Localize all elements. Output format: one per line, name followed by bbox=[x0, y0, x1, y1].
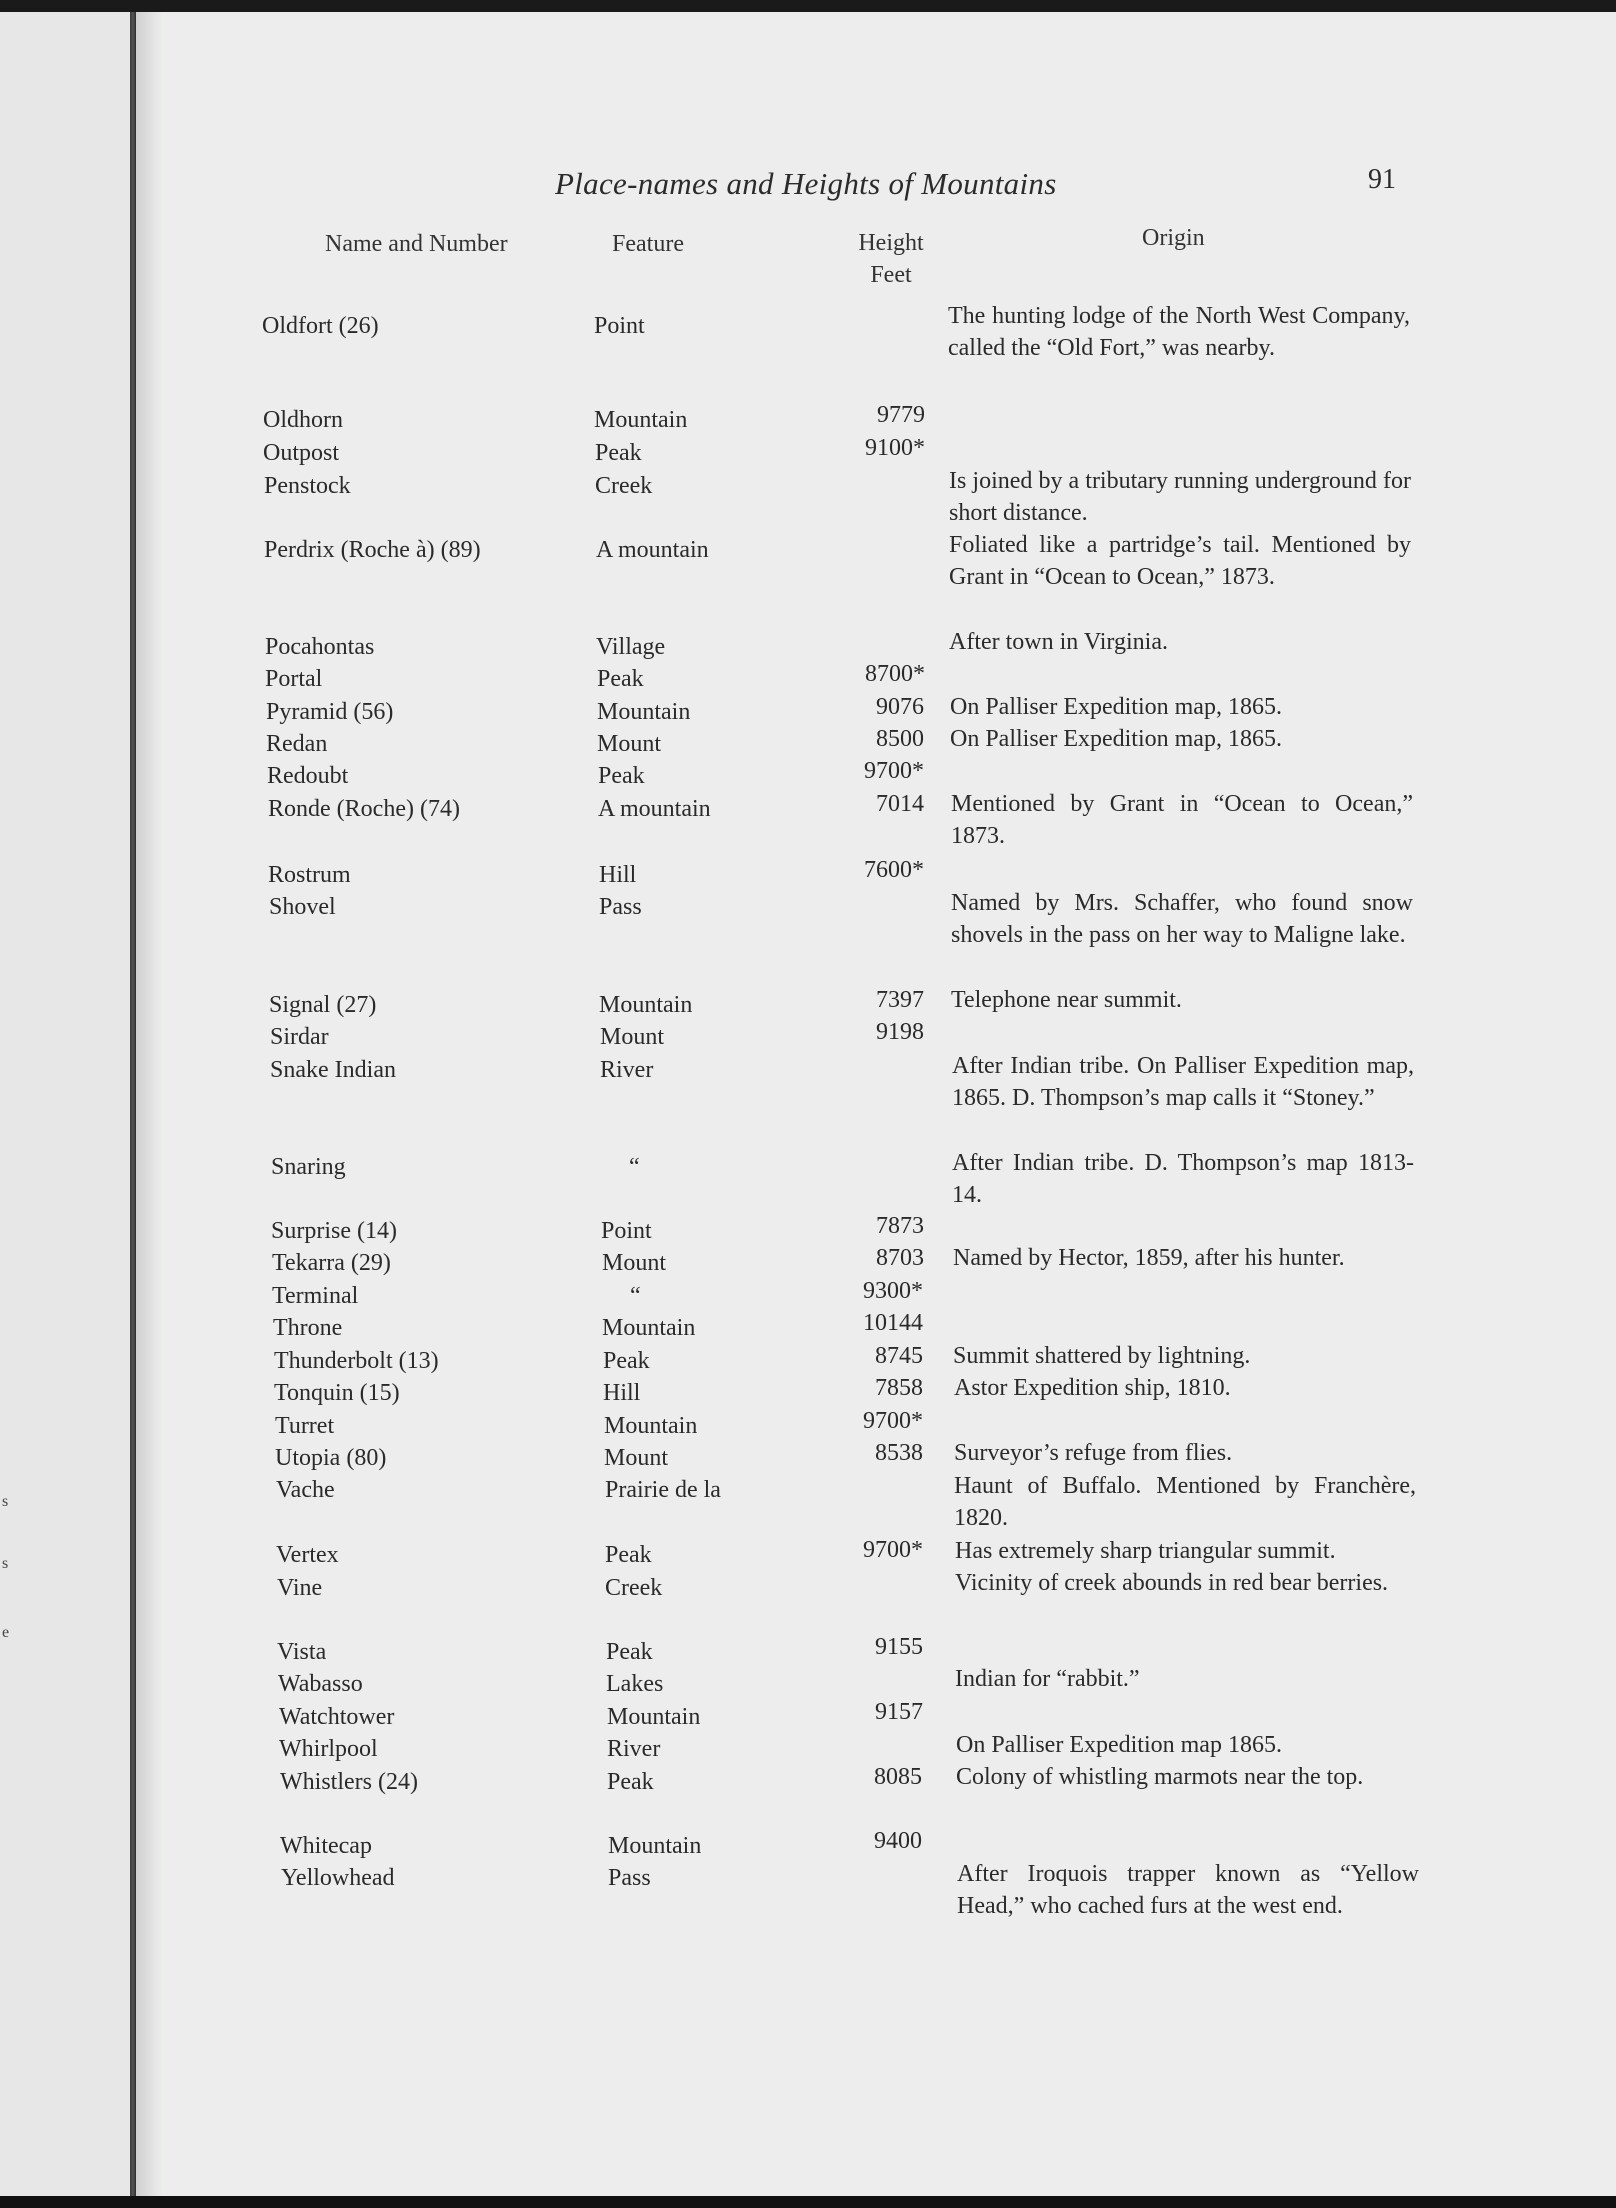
row-feature: Creek bbox=[595, 473, 653, 499]
row-origin: Haunt of Buffalo. Mentioned by Franchère, 1820. bbox=[954, 1473, 1416, 1531]
row-name: Redan bbox=[266, 731, 328, 757]
row-name: Vine bbox=[277, 1575, 323, 1601]
column-header-origin: Origin bbox=[1142, 225, 1205, 251]
row-height: 8500 bbox=[876, 726, 924, 752]
row-feature: Mount bbox=[604, 1445, 669, 1471]
row-origin: Telephone near summit. bbox=[951, 987, 1182, 1013]
page-number: 91 bbox=[1368, 164, 1396, 195]
row-origin: After Iroquois trapper known as “Yellow Head,” who cached furs at the west end. bbox=[957, 1861, 1419, 1919]
row-origin: Colony of whistling marmots near the top. bbox=[956, 1764, 1364, 1790]
row-name: Vista bbox=[277, 1639, 327, 1665]
scan-border bbox=[0, 2196, 1616, 2208]
row-height: 7873 bbox=[876, 1213, 924, 1239]
row-name: Whirlpool bbox=[279, 1736, 378, 1762]
row-origin: Summit shattered by lightning. bbox=[953, 1343, 1251, 1369]
row-origin: On Palliser Expedition map 1865. bbox=[956, 1732, 1282, 1758]
row-feature: Prairie de la bbox=[605, 1477, 721, 1503]
row-name: Signal (27) bbox=[269, 992, 377, 1018]
row-feature: Peak bbox=[607, 1769, 654, 1795]
row-feature: Mount bbox=[597, 731, 662, 757]
row-origin: Foliated like a partridge’s tail. Mentioned by Grant in “Ocean to Ocean,” 1873. bbox=[949, 532, 1411, 590]
row-name: Snake Indian bbox=[270, 1057, 396, 1083]
row-name: Redoubt bbox=[267, 763, 349, 789]
row-feature: Mountain bbox=[607, 1704, 701, 1730]
row-feature: Peak bbox=[598, 763, 645, 789]
row-origin: Astor Expedition ship, 1810. bbox=[954, 1375, 1231, 1401]
row-name: Oldhorn bbox=[263, 407, 343, 433]
row-height: 8538 bbox=[875, 1440, 923, 1466]
row-origin: On Palliser Expedition map, 1865. bbox=[950, 726, 1282, 752]
row-feature: Point bbox=[594, 313, 645, 339]
running-title: Place-names and Heights of Mountains bbox=[555, 166, 1057, 201]
row-height: 9300* bbox=[863, 1278, 923, 1304]
row-height: 8085 bbox=[874, 1764, 922, 1790]
row-height: 10144 bbox=[863, 1310, 923, 1336]
row-height: 9100* bbox=[865, 435, 925, 461]
row-feature: Creek bbox=[605, 1575, 663, 1601]
row-feature: Mountain bbox=[602, 1315, 696, 1341]
row-name: Shovel bbox=[269, 894, 336, 920]
row-feature: Lakes bbox=[606, 1671, 664, 1697]
row-height: 9700* bbox=[863, 1408, 923, 1434]
row-height: 7600* bbox=[864, 857, 924, 883]
row-name: Throne bbox=[273, 1315, 343, 1341]
row-feature: Mount bbox=[602, 1250, 667, 1276]
row-name: Outpost bbox=[263, 440, 340, 466]
facing-page-mark: e bbox=[2, 1624, 10, 1641]
column-header-feature: Feature bbox=[612, 231, 684, 257]
row-origin: Has extremely sharp triangular summit. bbox=[955, 1538, 1336, 1564]
row-feature: Mount bbox=[600, 1024, 665, 1050]
column-header-name: Name and Number bbox=[325, 231, 508, 257]
column-header-height-line2: Feet bbox=[870, 262, 912, 288]
row-name: Vache bbox=[276, 1477, 335, 1503]
row-origin: The hunting lodge of the North West Company, called the “Old Fort,” was nearby. bbox=[948, 303, 1410, 361]
row-origin: Vicinity of creek abounds in red bear berries. bbox=[955, 1570, 1389, 1596]
row-feature: “ bbox=[630, 1283, 641, 1309]
row-feature: Mountain bbox=[597, 699, 691, 725]
facing-page-edge bbox=[0, 12, 133, 2196]
row-height: 7014 bbox=[876, 791, 924, 817]
row-feature: River bbox=[607, 1736, 661, 1762]
row-height: 9198 bbox=[876, 1019, 924, 1045]
row-origin: Named by Mrs. Schaffer, who found snow shovels in the pass on her way to Maligne lake. bbox=[951, 890, 1413, 948]
row-name: Pyramid (56) bbox=[266, 699, 394, 725]
row-feature: A mountain bbox=[596, 537, 709, 563]
row-feature: Pass bbox=[599, 894, 642, 920]
facing-page-mark: s bbox=[2, 1555, 9, 1572]
row-origin: Is joined by a tributary running underground for short distance. bbox=[949, 468, 1411, 526]
row-name: Surprise (14) bbox=[271, 1218, 397, 1244]
gutter-shadow bbox=[136, 12, 162, 2196]
row-origin: Mentioned by Grant in “Ocean to Ocean,” 1873. bbox=[951, 791, 1413, 849]
row-feature: Peak bbox=[603, 1348, 650, 1374]
row-name: Portal bbox=[265, 666, 323, 692]
row-name: Oldfort (26) bbox=[262, 313, 379, 339]
row-name: Thunderbolt (13) bbox=[274, 1348, 439, 1374]
row-origin: After town in Virginia. bbox=[949, 629, 1168, 655]
row-feature: Hill bbox=[599, 862, 637, 888]
row-name: Perdrix (Roche à) (89) bbox=[264, 537, 481, 563]
row-height: 9155 bbox=[875, 1634, 923, 1660]
row-name: Watchtower bbox=[279, 1704, 395, 1730]
row-feature: “ bbox=[629, 1154, 640, 1180]
row-name: Tekarra (29) bbox=[272, 1250, 391, 1276]
row-height: 7397 bbox=[876, 987, 924, 1013]
row-origin: Indian for “rabbit.” bbox=[955, 1666, 1140, 1692]
row-name: Terminal bbox=[272, 1283, 359, 1309]
row-feature: Mountain bbox=[599, 992, 693, 1018]
row-name: Utopia (80) bbox=[275, 1445, 387, 1471]
row-name: Ronde (Roche) (74) bbox=[268, 796, 460, 822]
row-feature: River bbox=[600, 1057, 654, 1083]
row-feature: Peak bbox=[595, 440, 642, 466]
row-height: 9076 bbox=[876, 694, 924, 720]
row-height: 8700* bbox=[865, 661, 925, 687]
row-height: 9700* bbox=[863, 1537, 923, 1563]
row-name: Whitecap bbox=[280, 1833, 372, 1859]
row-height: 9400 bbox=[874, 1828, 922, 1854]
row-origin: Surveyor’s refuge from flies. bbox=[954, 1440, 1233, 1466]
row-name: Whistlers (24) bbox=[280, 1769, 418, 1795]
row-feature: Peak bbox=[606, 1639, 653, 1665]
row-name: Yellowhead bbox=[281, 1865, 395, 1891]
row-height: 9779 bbox=[877, 402, 925, 428]
row-name: Rostrum bbox=[268, 862, 351, 888]
row-feature: Mountain bbox=[604, 1413, 698, 1439]
row-height: 9700* bbox=[864, 758, 924, 784]
row-name: Tonquin (15) bbox=[274, 1380, 400, 1406]
facing-page-mark: s bbox=[2, 1493, 9, 1510]
row-feature: Point bbox=[601, 1218, 652, 1244]
column-header-height-line1: Height bbox=[858, 230, 924, 256]
column-header-height bbox=[848, 227, 934, 291]
row-feature: Peak bbox=[605, 1542, 652, 1568]
row-feature: Peak bbox=[597, 666, 644, 692]
row-name: Penstock bbox=[264, 473, 351, 499]
row-feature: Hill bbox=[603, 1380, 641, 1406]
row-origin: After Indian tribe. D. Thompson’s map 1813-14. bbox=[952, 1150, 1414, 1208]
row-name: Pocahontas bbox=[265, 634, 375, 660]
row-name: Wabasso bbox=[278, 1671, 363, 1697]
row-name: Snaring bbox=[271, 1154, 346, 1180]
row-feature: Pass bbox=[608, 1865, 651, 1891]
row-name: Turret bbox=[275, 1413, 335, 1439]
row-height: 7858 bbox=[875, 1375, 923, 1401]
row-feature: Village bbox=[596, 634, 666, 660]
row-height: 8703 bbox=[876, 1245, 924, 1271]
row-feature: A mountain bbox=[598, 796, 711, 822]
row-feature: Mountain bbox=[608, 1833, 702, 1859]
row-name: Sirdar bbox=[270, 1024, 329, 1050]
row-feature: Mountain bbox=[594, 407, 688, 433]
row-origin: Named by Hector, 1859, after his hunter. bbox=[953, 1245, 1345, 1271]
row-origin: After Indian tribe. On Palliser Expedition map, 1865. D. Thompson’s map calls it “Stoney.” bbox=[952, 1053, 1414, 1111]
row-height: 9157 bbox=[875, 1699, 923, 1725]
row-name: Vertex bbox=[276, 1542, 339, 1568]
row-origin: On Palliser Expedition map, 1865. bbox=[950, 694, 1282, 720]
row-height: 8745 bbox=[875, 1343, 923, 1369]
